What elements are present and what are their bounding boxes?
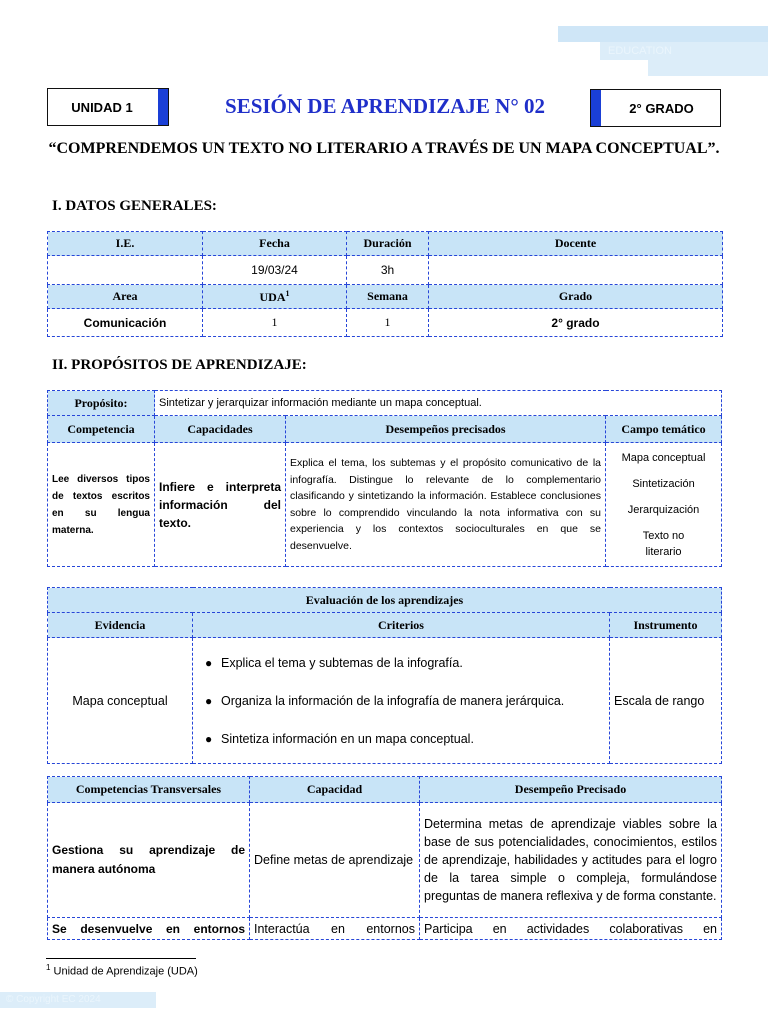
header-semana: Semana — [347, 285, 429, 309]
header-grado: Grado — [429, 285, 723, 309]
footnote-separator — [46, 958, 196, 959]
unit-label: UNIDAD 1 — [71, 99, 133, 115]
watermark-band — [648, 60, 768, 76]
evaluacion-table — [47, 587, 722, 764]
list-item: ● Explica el tema y subtemas de la infografía. — [205, 655, 463, 670]
tag-accent — [158, 89, 168, 125]
evidencia-value: Mapa conceptual — [48, 638, 193, 764]
value-uda: 1 — [203, 309, 347, 337]
header-capacidad: Capacidad — [250, 777, 420, 803]
tag-accent — [591, 90, 601, 126]
campo-item: Texto no literario — [642, 529, 685, 558]
transversal-desempeno-2: Participa en actividades colaborativas en — [420, 918, 722, 940]
proposito-label: Propósito: — [48, 391, 155, 416]
instrumento-value: Escala de rango — [610, 638, 722, 764]
transversal-desempeno: Determina metas de aprendizaje viables sobre la base de sus potencialidades, conocimientos, estilos de aprendizaje, habilidades y actitudes para el logro de la tarea simple o compleja, formulándose preguntas de manera reflexiva y de forma constante. — [420, 803, 722, 918]
page-title: SESIÓN DE APRENDIZAJE N° 02 — [225, 94, 545, 118]
footnote: $^1$ Unidad de Aprendizaje (UDA) — [46, 963, 198, 978]
section-propositos: II. PROPÓSITOS DE APRENDIZAJE: — [52, 357, 307, 373]
section-datos-generales: I. DATOS GENERALES: — [52, 198, 217, 214]
value-fecha: 19/03/24 — [203, 256, 347, 285]
header-competencia: Competencia — [48, 416, 155, 443]
watermark-band — [558, 26, 768, 42]
footnote-ref: 1 — [285, 288, 290, 298]
list-item: ● Sintetiza información en un mapa conceptual. — [205, 731, 474, 746]
bullet-icon: ● — [205, 655, 213, 670]
header-uda: UDA$^1$ — [203, 285, 347, 309]
datos-generales-table — [47, 231, 723, 337]
header-criterios: Criterios — [193, 613, 610, 638]
criterios-list — [193, 638, 610, 764]
competencia-text: Lee diversos tipos de textos escritos en su lengua materna. — [48, 443, 155, 567]
value-semana: 1 — [347, 309, 429, 337]
header-fecha: Fecha — [203, 232, 347, 256]
transversal-competencia-2: Se desenvuelve en entornos — [48, 918, 250, 940]
evaluacion-title: Evaluación de los aprendizajes — [48, 588, 722, 613]
bullet-icon: ● — [205, 731, 213, 746]
proposito-text: Sintetizar y jerarquizar información mediante un mapa conceptual. — [155, 391, 722, 416]
list-item: ● Organiza la información de la infografía de manera jerárquica. — [205, 693, 565, 708]
desempeno-text: Explica el tema, los subtemas y el propósito comunicativo de la infografía. Distingue lo relevante de lo complementario clasificando y sintetizando la información. Establece conclusiones sobre lo comprendido vinculando la nota informativa con su experiencia y los contextos socioculturales en que se desenvuelve. — [286, 443, 606, 567]
campo-item: Sintetización — [632, 477, 695, 490]
transversal-capacidad: Define metas de aprendizaje — [250, 803, 420, 918]
value-duracion: 3h — [347, 256, 429, 285]
header-capacidades: Capacidades — [155, 416, 286, 443]
value-area: Comunicación — [48, 309, 203, 337]
value-grado: 2° grado — [429, 309, 723, 337]
grade-tag — [590, 89, 721, 127]
value-ie — [48, 256, 203, 285]
unit-tag — [47, 88, 169, 126]
grade-label: 2° GRADO — [629, 100, 694, 116]
campo-tematico-list — [606, 443, 722, 567]
header-duracion: Duración — [347, 232, 429, 256]
session-subtitle: “COMPRENDEMOS UN TEXTO NO LITERARIO A TRAVÉS DE UN MAPA CONCEPTUAL”. — [48, 140, 720, 157]
transversal-capacidad-2: Interactúa en entornos — [250, 918, 420, 940]
header-ie: I.E. — [48, 232, 203, 256]
header-desempenos: Desempeños precisados — [286, 416, 606, 443]
header-competencias-transversales: Competencias Transversales — [48, 777, 250, 803]
bullet-icon: ● — [205, 693, 213, 708]
watermark-copyright: © Copyright EC 2024 — [0, 992, 156, 1008]
header-docente: Docente — [429, 232, 723, 256]
header-evidencia: Evidencia — [48, 613, 193, 638]
campo-item: Mapa conceptual — [621, 451, 706, 464]
capacidad-text: Infiere e interpreta información del texto. — [155, 443, 286, 567]
propositos-table — [47, 390, 722, 567]
header-desempeno-precisado: Desempeño Precisado — [420, 777, 722, 803]
watermark-text: EDUCATION — [600, 42, 768, 60]
campo-item: Jerarquización — [627, 503, 700, 516]
value-docente — [429, 256, 723, 285]
header-area: Area — [48, 285, 203, 309]
header-instrumento: Instrumento — [610, 613, 722, 638]
header-campo-tematico: Campo temático — [606, 416, 722, 443]
transversal-competencia: Gestiona su aprendizaje de manera autónoma — [48, 803, 250, 918]
transversales-table — [47, 776, 722, 940]
